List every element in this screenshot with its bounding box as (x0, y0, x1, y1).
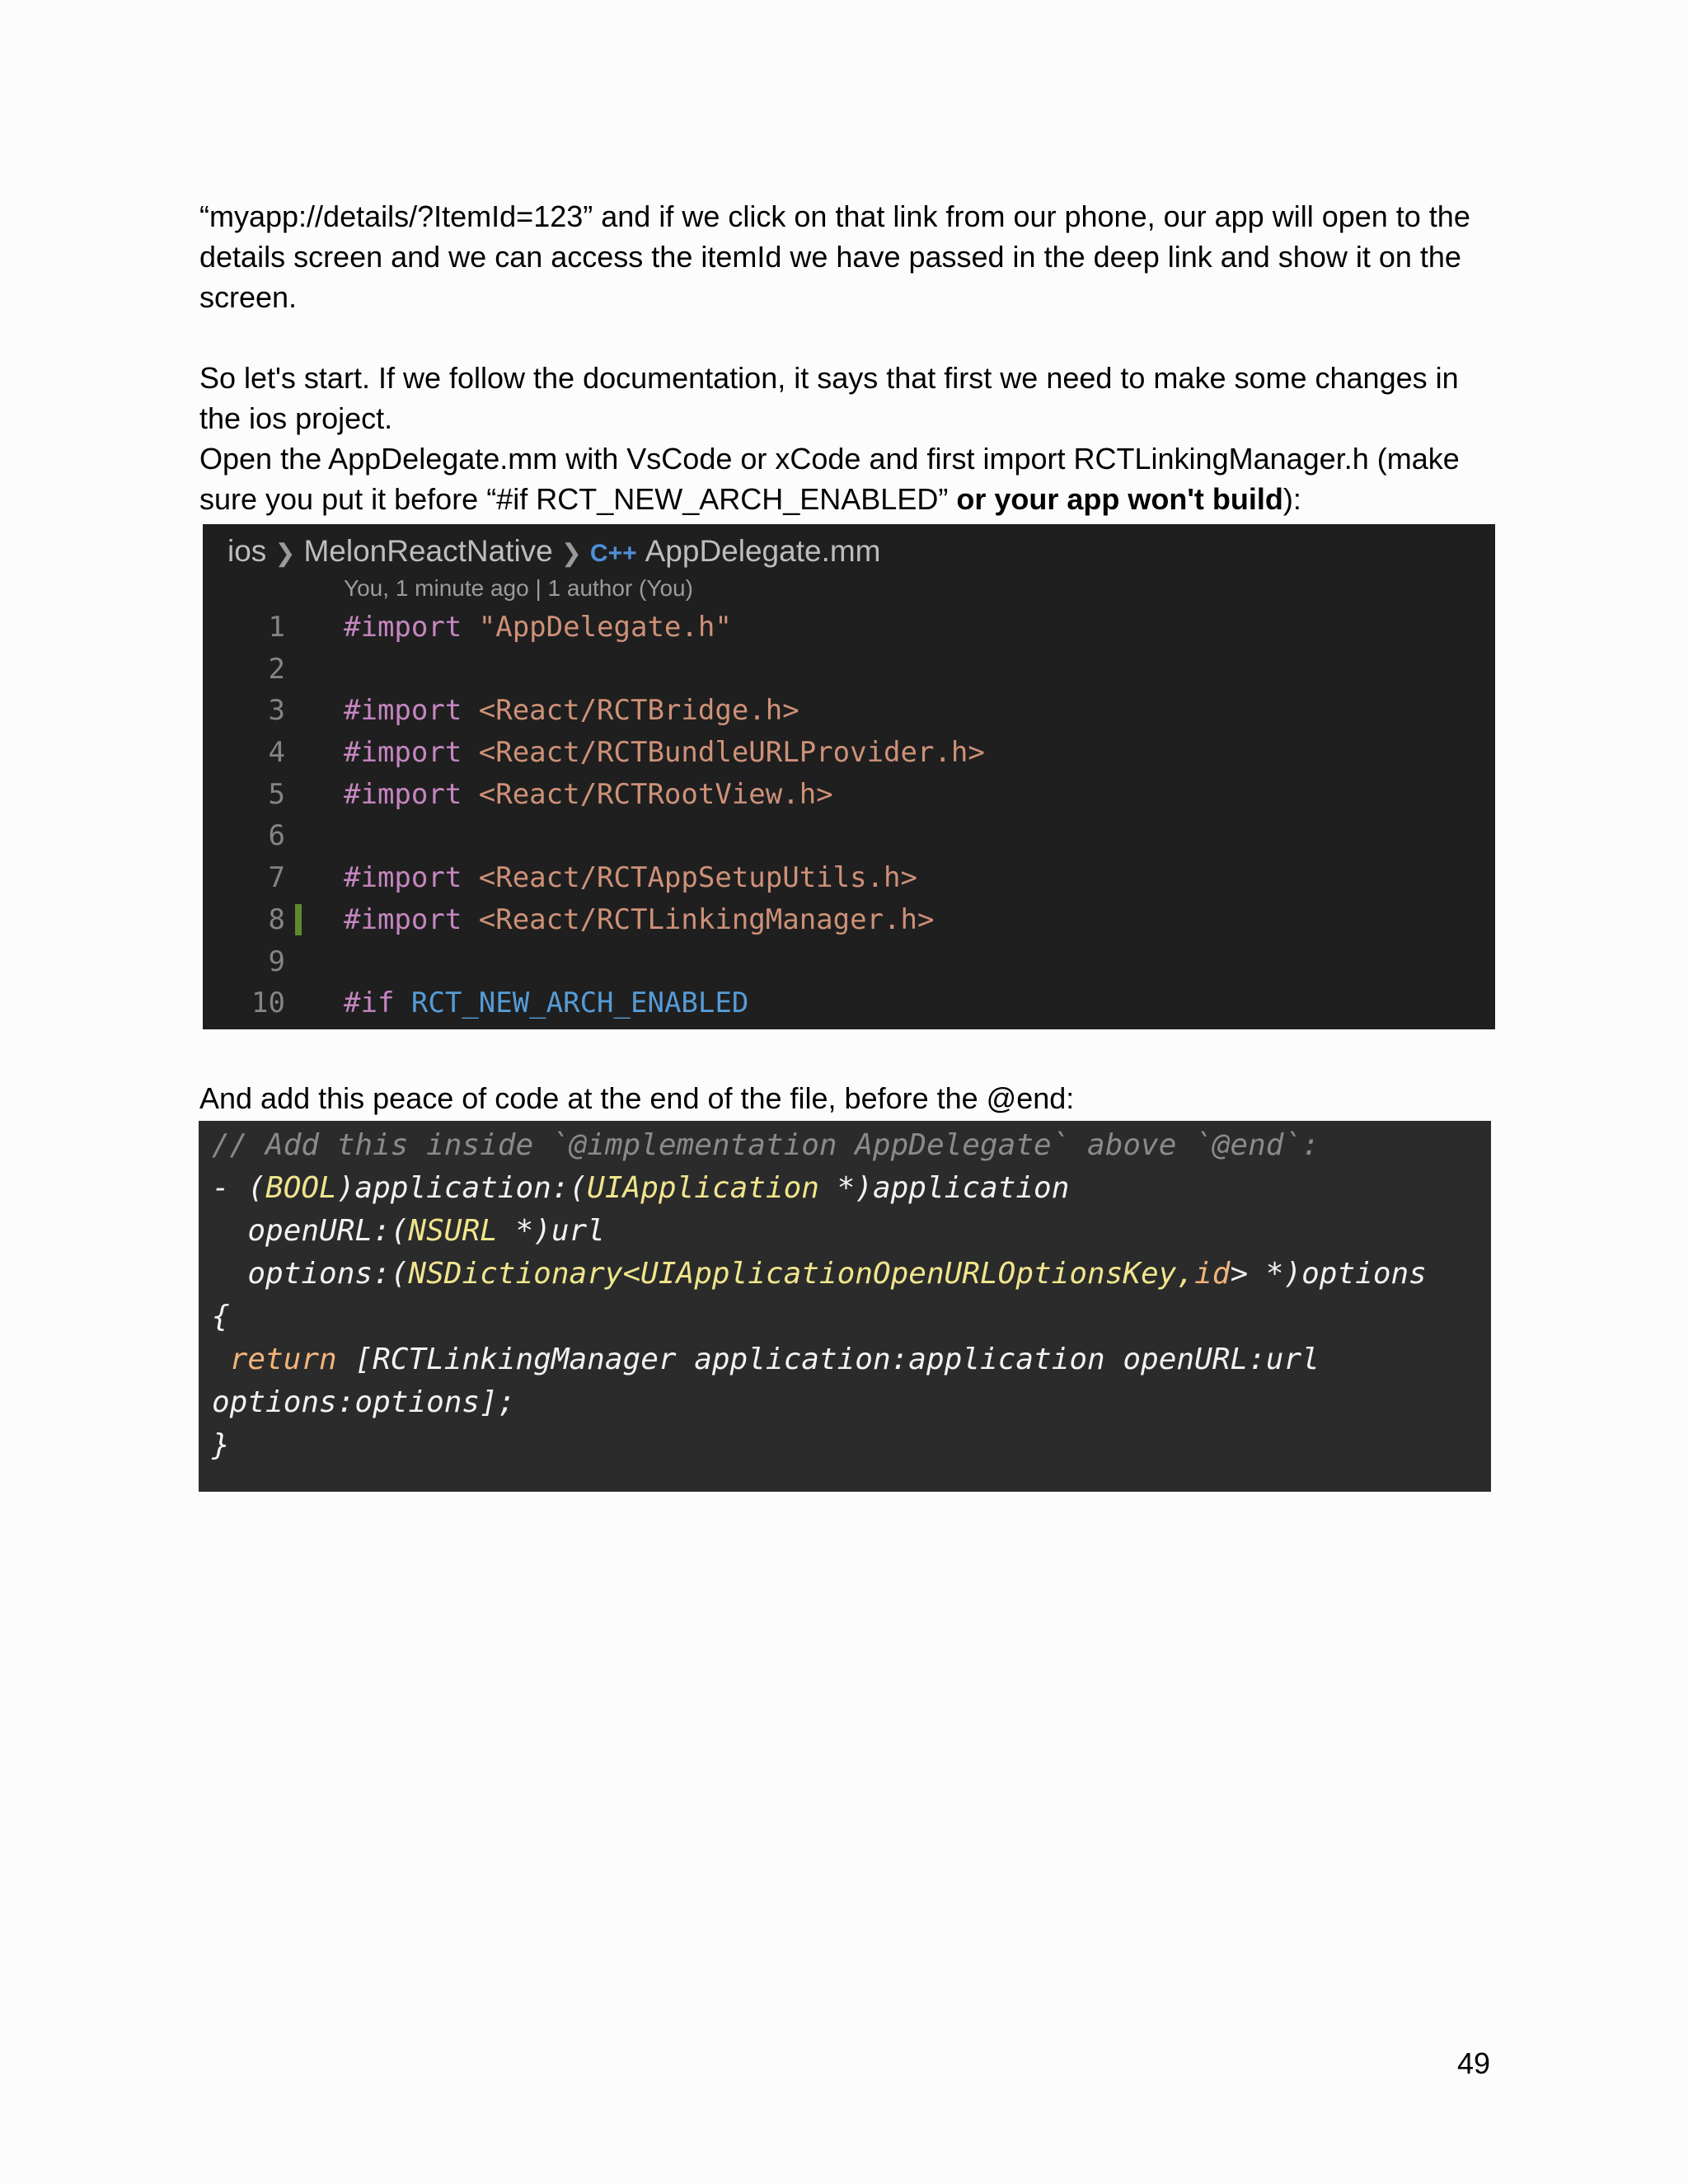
snippet-token: > *)options (1230, 1257, 1427, 1291)
snippet-token: openURL:( (212, 1214, 409, 1248)
directive-keyword: #import (344, 694, 462, 728)
paragraph-add-code: And add this peace of code at the end of the file, before the @end: (199, 1081, 1075, 1115)
line-code (344, 607, 732, 649)
snippet-token: id (1194, 1257, 1231, 1291)
snippet-token: [RCTLinkingManager application:application openURL:url (336, 1343, 1320, 1376)
paragraph-ios-setup (199, 358, 1502, 519)
directive-argument: <React/RCTBundleURLProvider.h> (462, 736, 985, 770)
snippet-token: options:options]; (212, 1385, 516, 1419)
snippet-token: return (229, 1343, 337, 1376)
line-number: 4 (268, 736, 285, 770)
line-number: 3 (268, 694, 285, 728)
directive-argument: <React/RCTRootView.h> (462, 777, 833, 811)
line-number: 1 (268, 611, 285, 644)
snippet-line (212, 1338, 1320, 1381)
appdelegate-editor-screenshot (203, 524, 1495, 1029)
snippet-line (212, 1424, 230, 1467)
code-snippet-block (199, 1121, 1491, 1492)
code-line (203, 941, 1495, 983)
snippet-line (212, 1296, 230, 1338)
chevron-right-icon: ❯ (560, 540, 582, 567)
directive-argument: <React/RCTLinkingManager.h> (462, 902, 935, 936)
code-line (203, 607, 1495, 649)
paragraph-open-appdelegate (199, 438, 1502, 519)
open-appdelegate-end: ): (1282, 482, 1301, 516)
directive-keyword: #import (344, 861, 462, 895)
line-number: 2 (268, 652, 285, 686)
line-code (344, 774, 833, 816)
breadcrumb-item-file[interactable]: AppDelegate.mm (645, 534, 881, 568)
editor-breadcrumb (227, 531, 881, 574)
breadcrumb-item-project[interactable]: MelonReactNative (303, 534, 553, 568)
chevron-right-icon: ❯ (274, 540, 296, 567)
directive-argument: "AppDelegate.h" (462, 611, 732, 644)
snippet-token: NSDictionary<UIApplicationOpenURLOptionsKey, (408, 1257, 1195, 1291)
line-number: 10 (251, 987, 285, 1020)
line-number: 8 (268, 902, 285, 936)
cpp-file-icon: C++ (589, 540, 637, 567)
editor-code-lines (203, 607, 1495, 1024)
snippet-token: *)url (497, 1214, 605, 1248)
line-code (344, 857, 917, 899)
code-line (203, 815, 1495, 857)
directive-keyword: #import (344, 902, 462, 936)
snippet-token: { (212, 1300, 230, 1333)
modified-line-indicator (295, 904, 302, 935)
code-line (203, 649, 1495, 691)
line-code (344, 982, 748, 1024)
code-line (203, 899, 1495, 941)
code-line (203, 982, 1495, 1024)
snippet-token: NSURL (408, 1214, 498, 1248)
snippet-line (212, 1124, 1320, 1167)
snippet-line (212, 1253, 1427, 1296)
directive-keyword: #import (344, 736, 462, 770)
directive-keyword: #import (344, 777, 462, 811)
build-warning-text: or your app won't build (956, 482, 1283, 516)
code-line (203, 857, 1495, 899)
line-code (344, 732, 985, 774)
page-number: 49 (1456, 2046, 1490, 2080)
line-number: 5 (268, 777, 285, 811)
breadcrumb-item-ios[interactable]: ios (227, 534, 267, 568)
snippet-token: - ( (212, 1171, 266, 1205)
line-code (344, 690, 799, 732)
snippet-token: UIApplication (587, 1171, 819, 1205)
line-code (344, 899, 934, 941)
paragraph-deep-link-intro: “myapp://details/?ItemId=123” and if we click on that link from our phone, our app will open to the details screen and we can access the itemId we have passed in the deep link and show it on the screen. (199, 199, 1470, 314)
snippet-token: BOOL (265, 1171, 337, 1205)
code-line (203, 732, 1495, 774)
snippet-line (212, 1210, 605, 1253)
directive-keyword: #import (344, 611, 462, 644)
snippet-token: // Add this inside `@implementation AppDelegate` above `@end`: (212, 1128, 1320, 1162)
git-blame-annotation[interactable]: You, 1 minute ago | 1 author (You) (344, 575, 693, 601)
line-number: 9 (268, 944, 285, 978)
open-appdelegate-text: Open the AppDelegate.mm with VsCode or xCode and first import RCTLinkingManager.h (make sure you put it before “#if RCT_NEW_ARCH_ENABLED” (199, 442, 1460, 516)
snippet-token: )application:( (336, 1171, 588, 1205)
line-number: 6 (268, 819, 285, 853)
snippet-line (212, 1381, 515, 1424)
line-number: 7 (268, 861, 285, 895)
snippet-line (212, 1167, 1069, 1210)
paragraph-start-documentation: So let's start. If we follow the documentation, it says that first we need to make some changes in the ios project. (199, 361, 1459, 435)
snippet-token: } (212, 1428, 230, 1462)
snippet-token: options:( (212, 1257, 409, 1291)
directive-argument: <React/RCTAppSetupUtils.h> (462, 861, 917, 895)
snippet-token: *)application (818, 1171, 1070, 1205)
code-line (203, 690, 1495, 732)
directive-argument: <React/RCTBridge.h> (462, 694, 799, 728)
code-line (203, 774, 1495, 816)
directive-keyword: #if (344, 987, 395, 1020)
snippet-token (212, 1343, 230, 1376)
directive-argument: RCT_NEW_ARCH_ENABLED (394, 987, 749, 1020)
